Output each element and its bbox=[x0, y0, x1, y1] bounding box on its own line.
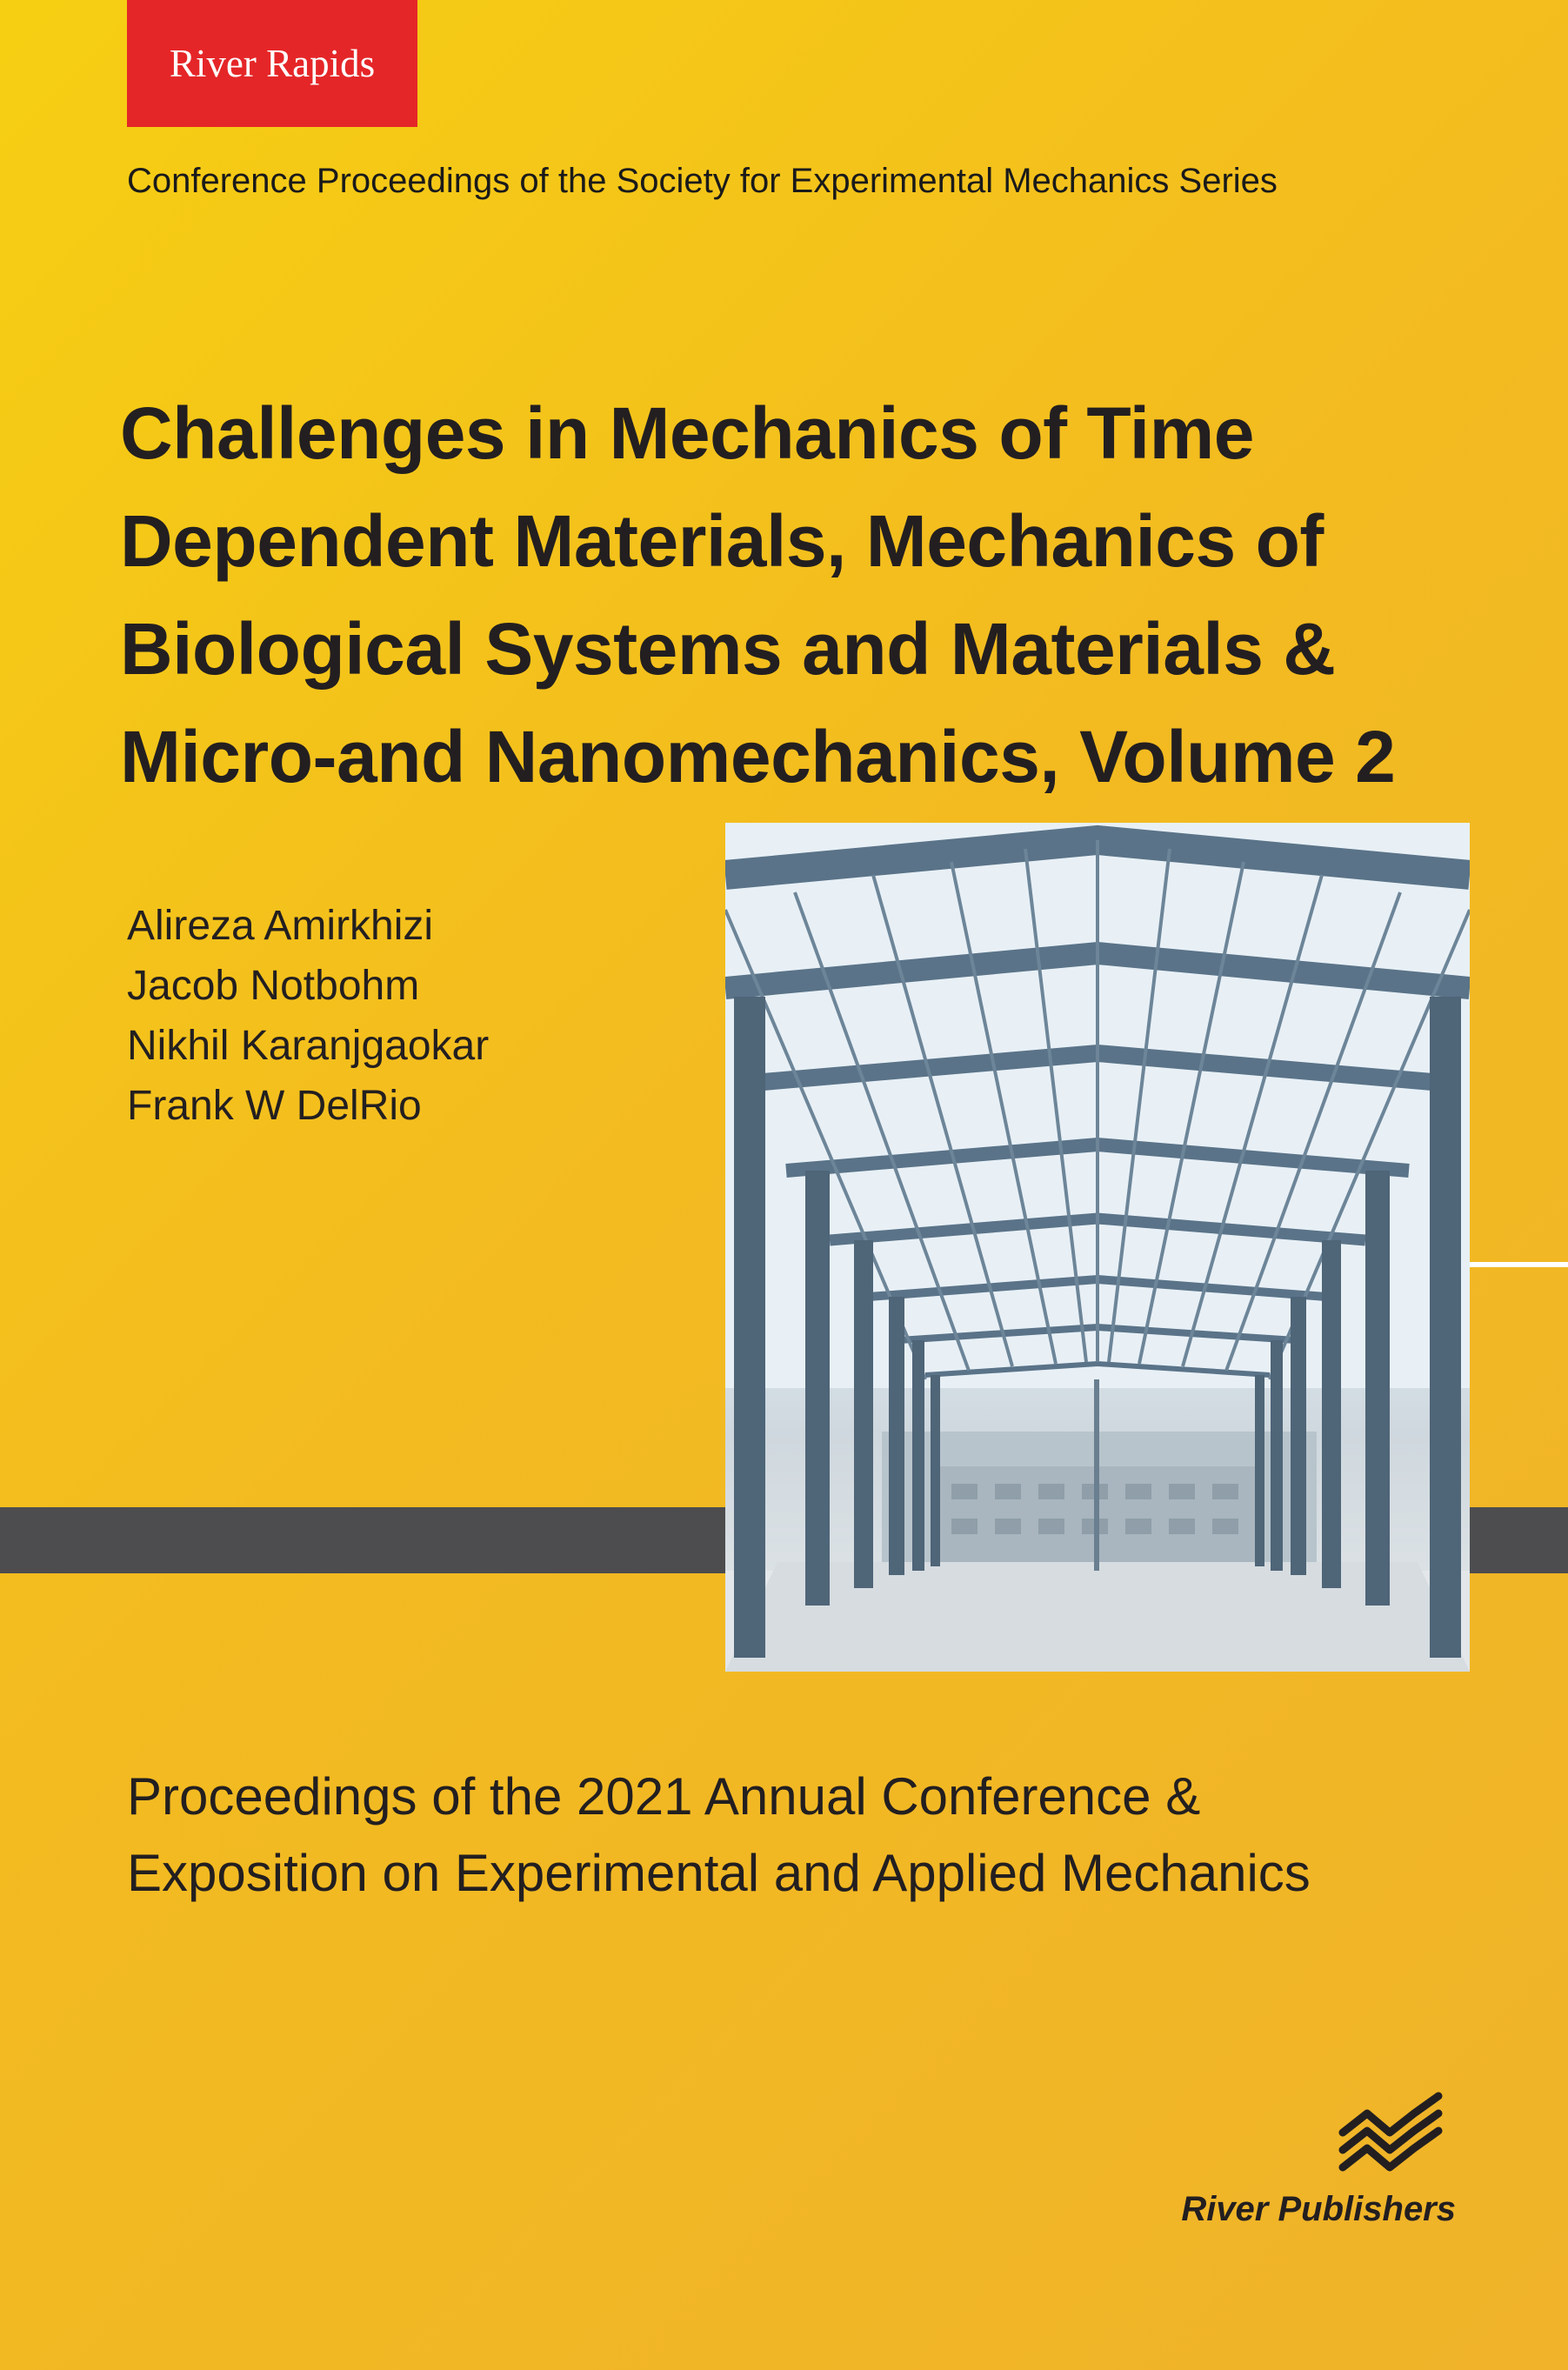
author-name: Nikhil Karanjgaokar bbox=[127, 1023, 490, 1069]
title-line: Micro-and Nanomechanics, Volume 2 bbox=[120, 716, 1396, 798]
proceedings-subtitle bbox=[127, 1759, 1311, 1912]
steel-frame-building-icon bbox=[725, 823, 1470, 1672]
series-title: Conference Proceedings of the Society for Experimental Mechanics Series bbox=[127, 162, 1278, 200]
author-name: Jacob Notbohm bbox=[127, 963, 420, 1009]
imprint-badge bbox=[127, 0, 417, 127]
imprint-label: River Rapids bbox=[169, 42, 376, 85]
author-name: Alireza Amirkhizi bbox=[127, 903, 434, 949]
publisher-name: River Publishers bbox=[1181, 2190, 1456, 2228]
author-name: Frank W DelRio bbox=[127, 1083, 422, 1129]
subtitle-line: Proceedings of the 2021 Annual Conference & bbox=[127, 1767, 1201, 1826]
river-waves-icon bbox=[1338, 2087, 1451, 2174]
title-line: Dependent Materials, Mechanics of bbox=[120, 500, 1324, 582]
subtitle-line: Exposition on Experimental and Applied Mechanics bbox=[127, 1844, 1311, 1902]
decorative-line bbox=[1470, 1262, 1568, 1267]
title-line: Challenges in Mechanics of Time bbox=[120, 392, 1254, 474]
book-title bbox=[120, 379, 1477, 811]
title-line: Biological Systems and Materials & bbox=[120, 608, 1336, 690]
author-list bbox=[127, 896, 489, 1136]
